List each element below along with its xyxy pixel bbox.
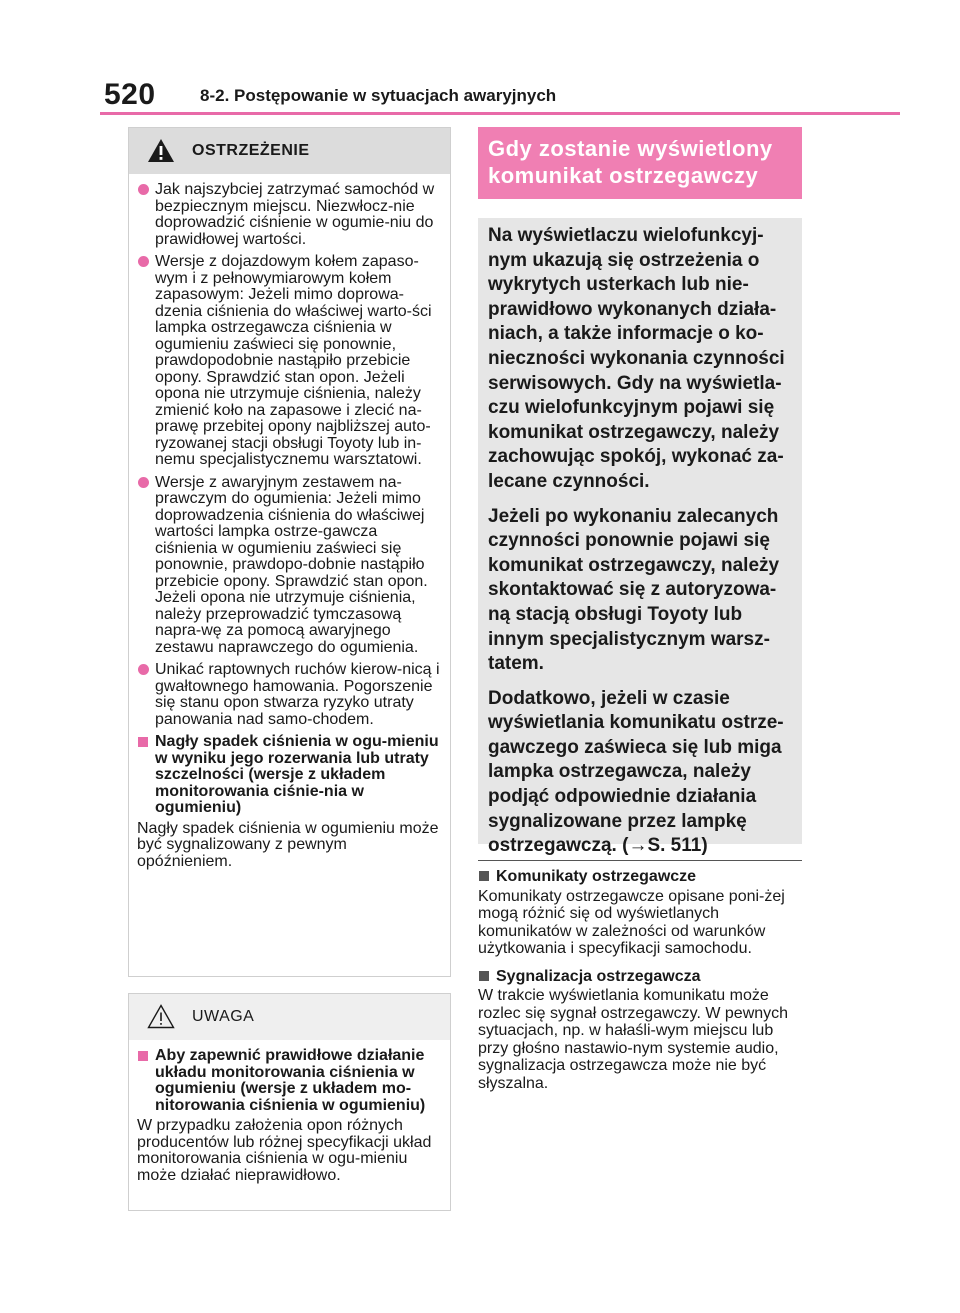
- section-title: 8-2. Postępowanie w sytuacjach awaryjnych: [200, 86, 557, 105]
- warning-bullet-text: Unikać raptownych ruchów kierow-nicą i gwałtownego hamowania. Pogorszenie się stanu opon stwarza ryzyko utraty panowania nad samo-chodem.: [155, 661, 440, 728]
- caution-triangle-icon: [147, 1004, 175, 1029]
- note-text: W trakcie wyświetlania komunikatu może rozlec się sygnał ostrzegawczy. W pewnych sytuacjach, np. w hałaśli-wym miejscu lub przy głośno nastawio-nym systemie audio, sygnalizacja ostrzegawcza może nie być słyszalna.: [478, 987, 789, 1092]
- intro-paragraph-2: Jeżeli po wykonaniu zalecanych czynności ponownie pojawi się komunikat ostrzegawczy, należy skontaktować się z autoryzowa-ną stacją obsługi Toyoty lub innym specjalistycznym warsz-tatem.: [488, 505, 780, 675]
- warning-bullet-text: Jak najszybciej zatrzymać samochód w bezpiecznym miejscu. Niezwłocz-nie doprowadzić ciśnienie w ogumie-niu do prawidłowej wartości.: [155, 181, 435, 248]
- caution-title: UWAGA: [192, 1008, 255, 1025]
- bullet-dot-icon: [138, 477, 149, 488]
- warning-subtext: Nagły spadek ciśnienia w ogumieniu może być sygnalizowany z pewnym opóźnieniem.: [137, 819, 439, 870]
- warning-bullet-text: Wersje z awaryjnym zestawem na-prawczym do ogumienia: Jeżeli mimo doprowadzenia ciśnienia do właściwej wartości lampka ostrze-gawcza ciśnienia w ogumieniu zaświeci się ponownie, prawdopo-dobnie nastąpiło przebicie opony. Sprawdzić stan opon. Jeżeli opona nie utrzymuje ciśnienia, należy przeprowadzić tymczasową napra-wę za pomocą awaryjnego zestawu naprawczego do ogumienia.: [155, 473, 428, 656]
- page-ref-arrow-icon: →: [628, 835, 648, 857]
- notes-column: [478, 868, 802, 1102]
- header-divider: [100, 112, 900, 115]
- caution-subheading-text: Aby zapewnić prawidłowe działanie układu monitorowania ciśnienia w ogumieniu (wersje z układem mo-nitorowania ciśnienia w ogumieniu): [155, 1047, 426, 1114]
- bullet-dot-icon: [138, 664, 149, 675]
- notes-divider: [478, 860, 802, 861]
- section-banner: Gdy zostanie wyświetlony komunikat ostrzegawczy: [478, 127, 802, 199]
- warning-subheading-text: Nagły spadek ciśnienia w ogu-mieniu w wyniku jego rozerwania lub utraty szczelności (wersje z układem monitorowania ciśnie-nia w ogumieniu): [155, 733, 439, 816]
- caution-subheading: [137, 1048, 442, 1114]
- warning-bullet: [137, 182, 442, 248]
- warning-box: [128, 127, 451, 977]
- caution-box-header: [129, 994, 450, 1040]
- message-intro-panel: [478, 218, 802, 857]
- bullet-dot-icon: [138, 256, 149, 267]
- warning-bullet: [137, 254, 442, 469]
- warning-box-header: [129, 128, 450, 174]
- note-heading-text: Komunikaty ostrzegawcze: [496, 868, 697, 885]
- intro-paragraph-3: [488, 687, 792, 859]
- square-bullet-icon: [138, 737, 148, 747]
- square-bullet-icon: [138, 1051, 148, 1061]
- page-header: [100, 72, 900, 112]
- square-bullet-icon: [479, 871, 489, 881]
- note-heading: [478, 968, 802, 986]
- warning-triangle-icon: [147, 138, 175, 163]
- caution-box-body: [129, 1040, 450, 1184]
- note-heading-text: Sygnalizacja ostrzegawcza: [496, 967, 701, 985]
- bullet-dot-icon: [138, 184, 149, 195]
- warning-subheading: [137, 734, 442, 817]
- warning-bullet: [137, 662, 442, 728]
- caution-text: W przypadku założenia opon różnych producentów lub różnej specyfikacji układ monitorowania ciśnienia w ogu-mieniu może działać nieprawidłowo.: [137, 1117, 432, 1184]
- square-bullet-icon: [479, 971, 489, 981]
- warning-box-body: [129, 174, 450, 870]
- note-text: Komunikaty ostrzegawcze opisane poni-żej mogą różnić się od wyświetlanych komunikatów w zależności od warunków użytkowania i specyfikacji samochodu.: [478, 887, 785, 957]
- caution-box: [128, 993, 451, 1211]
- intro-paragraph-3-text: Dodatkowo, jeżeli w czasie wyświetlania komunikatu ostrze-gawczego zaświeca się lub miga lampka ostrzegawcza, należy podjąć odpowiednie działania sygnalizowane przez lampkę ostrzegawczą. (: [488, 687, 784, 857]
- warning-bullet: [137, 475, 442, 657]
- page-number: 520: [104, 78, 156, 111]
- note-heading: [478, 868, 802, 886]
- page-reference-link[interactable]: S. 511): [647, 835, 708, 857]
- warning-bullet-text: Wersje z dojazdowym kołem zapaso-wym i z pełnowymiarowym kołem zapasowym: Jeżeli mimo doprowa-dzenia ciśnienia do właściwej warto-ści lampka ostrzegawcza ciśnienia w ogumieniu zaświeci się ponownie, prawdopodobnie nastąpiło przebicie opony. Sprawdzić stan opon. Jeżeli opona nie utrzymuje ciśnienia, należy zmienić koło na zapasowe i zlecić na-prawę przebitej opony najbliższej auto-ryzowanej stacji obsługi Toyoty lub in-nemu specjalistycznemu warsztatowi.: [155, 253, 432, 468]
- warning-title: OSTRZEŻENIE: [192, 142, 310, 159]
- intro-paragraph-1: Na wyświetlaczu wielofunkcyj-nym ukazują się ostrzeżenia o wykrytych usterkach lub nie-prawidłowo wykonanych działa-niach, a także informacje o ko-nieczności wykonania czynności serwisowych. Gdy na wyświetla-czu wielofunkcyjnym pojawi się komunikat ostrzegawczy, należy zachowując spokój, wykonać za-lecane czynności.: [488, 225, 785, 492]
